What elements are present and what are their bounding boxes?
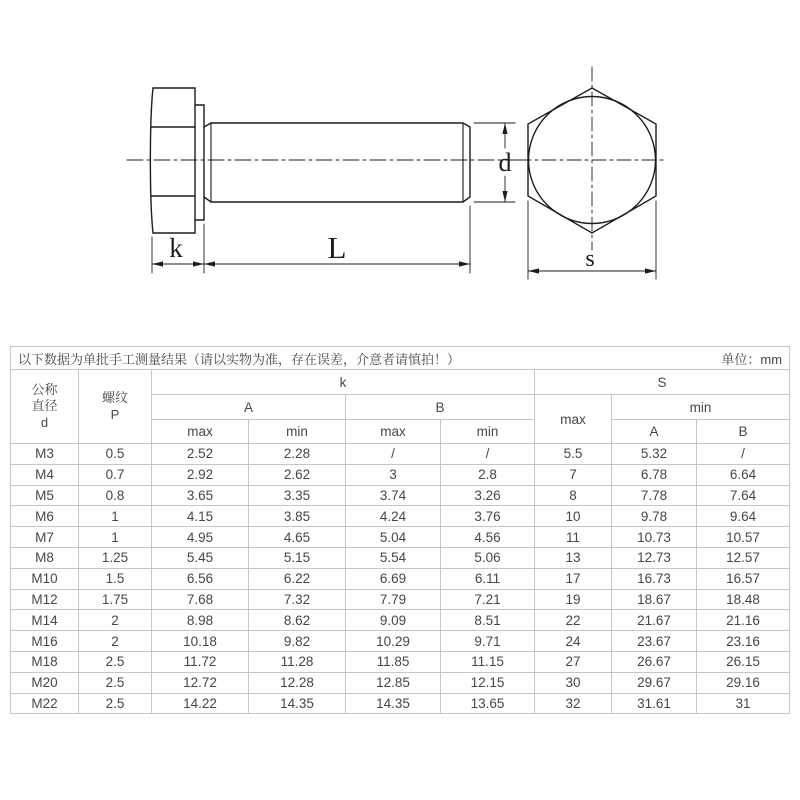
table-cell: 6.69 (346, 568, 441, 589)
table-cell: 23.67 (612, 631, 697, 652)
table-cell: 6.56 (152, 568, 249, 589)
table-cell: 26.67 (612, 651, 697, 672)
table-cell: 4.65 (249, 527, 346, 548)
table-cell: 3.85 (249, 506, 346, 527)
arrowhead (528, 268, 539, 273)
table-cell: 11.85 (346, 651, 441, 672)
unit-label: 单位：mm (721, 351, 783, 367)
bolt-shank (204, 123, 470, 202)
table-cell: 27 (535, 651, 612, 672)
table-cell: / (441, 444, 535, 465)
header-row-1 (11, 370, 790, 395)
table-cell: 2.52 (152, 444, 249, 465)
table-cell: 8.51 (441, 610, 535, 631)
washer-face (195, 105, 204, 220)
table-cell: 14.35 (249, 693, 346, 714)
table-cell: 13.65 (441, 693, 535, 714)
table-cell: 23.16 (697, 631, 790, 652)
table-cell: 2.5 (79, 651, 152, 672)
table-cell: M22 (11, 693, 79, 714)
table-cell: 7.78 (612, 485, 697, 506)
table-cell: 5.45 (152, 547, 249, 568)
table-row (11, 651, 790, 672)
table-cell: 19 (535, 589, 612, 610)
header-k-b: B (346, 395, 535, 420)
table-cell: 0.5 (79, 444, 152, 465)
table-cell: 8 (535, 485, 612, 506)
table-cell: 4.95 (152, 527, 249, 548)
table-cell: 18.67 (612, 589, 697, 610)
table-cell: 3.35 (249, 485, 346, 506)
table-cell: 10 (535, 506, 612, 527)
table-cell: 10.73 (612, 527, 697, 548)
table-cell: 30 (535, 672, 612, 693)
table-cell: 9.09 (346, 610, 441, 631)
table-cell: 2 (79, 631, 152, 652)
table-row (11, 568, 790, 589)
table-cell: M18 (11, 651, 79, 672)
table-row (11, 485, 790, 506)
arrowhead (645, 268, 656, 273)
header-s-group: S (535, 370, 790, 395)
table-cell: 1.25 (79, 547, 152, 568)
dim-label-s: s (585, 246, 595, 272)
header-nominal-line: 直径 (31, 398, 58, 414)
table-cell: 0.8 (79, 485, 152, 506)
table-cell: 12.15 (441, 672, 535, 693)
table-cell: 8.98 (152, 610, 249, 631)
table-cell: 4.56 (441, 527, 535, 548)
table-cell: 5.54 (346, 547, 441, 568)
header-k-group: k (152, 370, 535, 395)
table-cell: 5.5 (535, 444, 612, 465)
dim-label-d: d (498, 148, 512, 177)
table-cell: 9.64 (697, 506, 790, 527)
header-s-min: min (612, 395, 790, 420)
table-cell: 14.35 (346, 693, 441, 714)
arrowhead (459, 261, 470, 266)
table-body (11, 444, 790, 714)
table-cell: 7 (535, 464, 612, 485)
table-cell: / (697, 444, 790, 465)
table-cell: 2 (79, 610, 152, 631)
notice-text: 以下数据为单批手工测量结果（请以实物为准，存在误差，介意者请慎拍！） (18, 351, 461, 367)
table-cell: 31 (697, 693, 790, 714)
table-row (11, 444, 790, 465)
table-cell: 17 (535, 568, 612, 589)
table-cell: 22 (535, 610, 612, 631)
table-cell: 11.72 (152, 651, 249, 672)
header-thread-line: P (110, 406, 120, 422)
arrowhead (193, 261, 204, 266)
table-cell: 4.15 (152, 506, 249, 527)
table-cell: 5.15 (249, 547, 346, 568)
table-cell: 16.73 (612, 568, 697, 589)
table-row (11, 464, 790, 485)
dim-label-L: L (327, 230, 347, 265)
table-cell: 21.16 (697, 610, 790, 631)
header-k-a-max: max (152, 420, 249, 444)
header-thread-line: 螺纹 (101, 390, 128, 406)
table-cell: 24 (535, 631, 612, 652)
table-row (11, 631, 790, 652)
header-nominal-line: d (40, 414, 49, 430)
table-row (11, 589, 790, 610)
table-row (11, 610, 790, 631)
table-cell: 6.22 (249, 568, 346, 589)
table-cell: 26.15 (697, 651, 790, 672)
table-cell: 2.8 (441, 464, 535, 485)
header-k-a: A (152, 395, 346, 420)
table-cell: 1.5 (79, 568, 152, 589)
table-cell: 9.78 (612, 506, 697, 527)
table-cell: 11 (535, 527, 612, 548)
arrowhead (502, 123, 507, 134)
header-thread-pitch (79, 370, 152, 444)
table-cell: 11.15 (441, 651, 535, 672)
table-cell: 12.73 (612, 547, 697, 568)
table-cell: 16.57 (697, 568, 790, 589)
table-cell: 31.61 (612, 693, 697, 714)
table-cell: 1.75 (79, 589, 152, 610)
table-cell: 21.67 (612, 610, 697, 631)
table-cell: 6.64 (697, 464, 790, 485)
table-cell: 9.71 (441, 631, 535, 652)
dimension-table (10, 346, 790, 714)
table-cell: 6.78 (612, 464, 697, 485)
table-cell: / (346, 444, 441, 465)
arrowhead (152, 261, 163, 266)
table-cell: 11.28 (249, 651, 346, 672)
table-cell: 18.48 (697, 589, 790, 610)
table-row (11, 527, 790, 548)
table-cell: 10.18 (152, 631, 249, 652)
table-cell: 3.26 (441, 485, 535, 506)
arrowhead (204, 261, 215, 266)
header-nominal-line: 公称 (31, 382, 58, 398)
notice-cell (11, 347, 790, 370)
table-cell: 12.57 (697, 547, 790, 568)
table-cell: 1 (79, 506, 152, 527)
table-cell: 7.79 (346, 589, 441, 610)
table-cell: 14.22 (152, 693, 249, 714)
table-cell: M14 (11, 610, 79, 631)
table-cell: 32 (535, 693, 612, 714)
table-cell: 10.29 (346, 631, 441, 652)
table-cell: 12.72 (152, 672, 249, 693)
table-cell: 29.67 (612, 672, 697, 693)
table-cell: 8.62 (249, 610, 346, 631)
table-cell: M12 (11, 589, 79, 610)
bolt-head-outline (150, 88, 195, 233)
L-dimension (204, 206, 470, 273)
header-s-max: max (535, 395, 612, 444)
table-cell: 2.28 (249, 444, 346, 465)
dimension-table-container (10, 346, 789, 714)
table-cell: 7.32 (249, 589, 346, 610)
table-cell: 7.64 (697, 485, 790, 506)
dim-label-k: k (169, 233, 183, 263)
hex-head-view (517, 67, 667, 250)
table-cell: M4 (11, 464, 79, 485)
table-cell: 7.21 (441, 589, 535, 610)
header-s-min-b: B (697, 420, 790, 444)
table-cell: M10 (11, 568, 79, 589)
bolt-side-view (127, 88, 518, 233)
table-cell: 5.06 (441, 547, 535, 568)
k-dimension (152, 224, 204, 273)
table-cell: M6 (11, 506, 79, 527)
table-cell: 2.5 (79, 693, 152, 714)
table-cell: 9.82 (249, 631, 346, 652)
table-cell: M16 (11, 631, 79, 652)
table-row (11, 506, 790, 527)
table-cell: 6.11 (441, 568, 535, 589)
table-cell: 12.85 (346, 672, 441, 693)
header-k-b-min: min (441, 420, 535, 444)
table-cell: 3.65 (152, 485, 249, 506)
table-cell: M20 (11, 672, 79, 693)
table-cell: M7 (11, 527, 79, 548)
table-row (11, 547, 790, 568)
table-cell: 4.24 (346, 506, 441, 527)
arrowhead (502, 191, 507, 202)
table-cell: 0.7 (79, 464, 152, 485)
header-nominal-diameter (11, 370, 79, 444)
d-dimension (474, 123, 515, 202)
table-cell: 5.32 (612, 444, 697, 465)
header-s-min-a: A (612, 420, 697, 444)
table-cell: 10.57 (697, 527, 790, 548)
table-cell: 3 (346, 464, 441, 485)
table-cell: 29.16 (697, 672, 790, 693)
table-cell: M3 (11, 444, 79, 465)
notice-row (11, 347, 790, 370)
table-row (11, 693, 790, 714)
header-k-a-min: min (249, 420, 346, 444)
table-cell: 13 (535, 547, 612, 568)
table-cell: 7.68 (152, 589, 249, 610)
table-cell: 12.28 (249, 672, 346, 693)
table-cell: 2.62 (249, 464, 346, 485)
bolt-technical-drawing (0, 0, 800, 335)
table-cell: 5.04 (346, 527, 441, 548)
table-cell: 3.76 (441, 506, 535, 527)
table-row (11, 672, 790, 693)
header-k-b-max: max (346, 420, 441, 444)
table-cell: M8 (11, 547, 79, 568)
table-cell: 2.5 (79, 672, 152, 693)
table-cell: M5 (11, 485, 79, 506)
table-cell: 3.74 (346, 485, 441, 506)
table-cell: 2.92 (152, 464, 249, 485)
table-cell: 1 (79, 527, 152, 548)
